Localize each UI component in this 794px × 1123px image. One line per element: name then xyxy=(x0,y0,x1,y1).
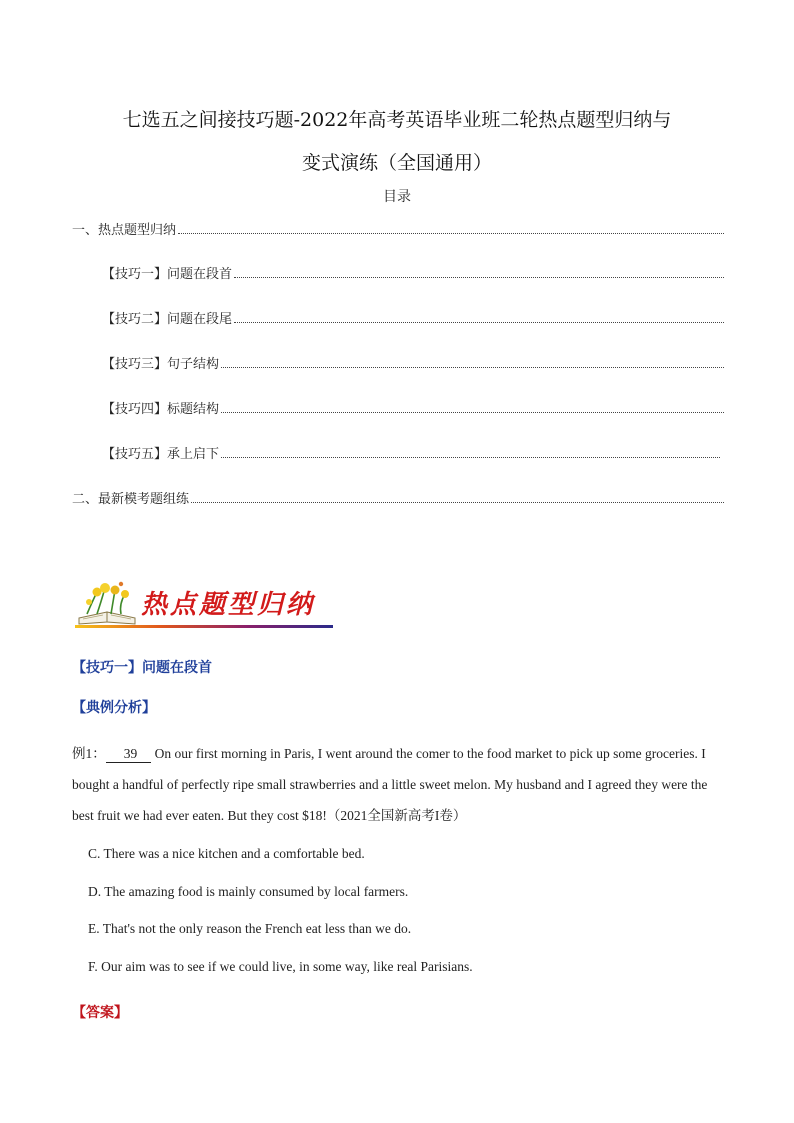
toc-leader xyxy=(191,502,724,503)
toc-heading: 目录 xyxy=(383,189,411,205)
toc-leader xyxy=(221,457,720,458)
toc-item-label: 【技巧三】句子结构 xyxy=(102,357,220,372)
toc-item-label: 一、热点题型归纳 xyxy=(72,223,177,238)
option-d: D. The amazing food is mainly consumed by local farmers. xyxy=(88,884,409,899)
document-title-line-1: 七选五之间接技巧题-2022年高考英语毕业班二轮热点题型归纳与 xyxy=(122,109,672,131)
toc-leader xyxy=(221,367,724,368)
banner-underline xyxy=(75,625,333,628)
toc-item-skill-4[interactable] xyxy=(102,399,726,417)
toc-item-latest-exercises[interactable] xyxy=(72,489,726,507)
toc-item-label: 【技巧五】承上启下 xyxy=(102,447,220,462)
toc-item-skill-3[interactable] xyxy=(102,354,726,372)
toc-item-skill-1[interactable] xyxy=(102,264,726,282)
toc-item-label: 【技巧一】问题在段首 xyxy=(102,267,233,282)
section-banner xyxy=(75,578,335,632)
toc-item-label: 二、最新模考题组练 xyxy=(72,492,190,507)
example-text: On our first morning in Paris, I went around the comer to the food market to pick up some groceries. I bought a handful of perfectly ripe small strawberries and a little sweet melon. My husband and I agreed they were the best fruit we had ever eaten. But they cost $18!（2021全国新高考I卷） xyxy=(72,746,708,823)
example-prefix: 例1： xyxy=(72,746,106,761)
option-e: E. That's not the only reason the French eat less than we do. xyxy=(88,921,412,936)
toc-leader xyxy=(234,277,724,278)
toc-item-label: 【技巧四】标题结构 xyxy=(102,402,220,417)
option-c: C. There was a nice kitchen and a comfortable bed. xyxy=(88,846,365,861)
example-paragraph xyxy=(72,738,722,831)
toc-leader xyxy=(221,412,724,413)
answer-heading: 【答案】 xyxy=(72,1005,128,1021)
toc-item-hot-topics[interactable] xyxy=(72,220,726,238)
toc-leader xyxy=(234,322,724,323)
toc-item-skill-5[interactable] xyxy=(102,444,722,462)
example-blank: 39 xyxy=(106,746,152,763)
document-title-line-2: 变式演练（全国通用） xyxy=(301,152,492,174)
example-analysis-heading: 【典例分析】 xyxy=(72,700,156,716)
option-f: F. Our aim was to see if we could live, in some way, like real Parisians. xyxy=(88,959,473,974)
skill-1-heading: 【技巧一】问题在段首 xyxy=(72,660,212,676)
toc-leader xyxy=(178,233,724,234)
open-book-flowers-icon xyxy=(75,578,141,626)
toc-item-label: 【技巧二】问题在段尾 xyxy=(102,312,233,327)
banner-title: 热点题型归纳 xyxy=(141,590,316,620)
toc-item-skill-2[interactable] xyxy=(102,309,726,327)
